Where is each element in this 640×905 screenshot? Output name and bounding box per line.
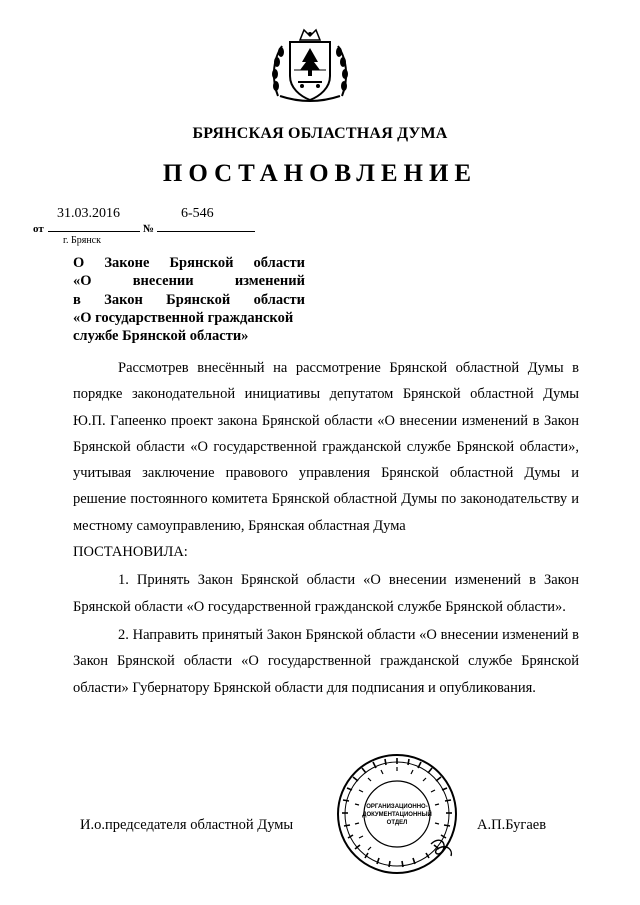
subject-line: службе Брянской области»: [73, 328, 249, 345]
date-underline: [48, 231, 140, 232]
svg-text:ОТДЕЛ: ОТДЕЛ: [386, 820, 408, 826]
subject-line: «О внесении изменений: [73, 273, 305, 290]
resolved-heading: ПОСТАНОВИЛА:: [73, 544, 188, 561]
document-body: [73, 355, 579, 701]
coat-of-arms-emblem: [268, 26, 352, 106]
signatory-title: И.о.председателя областной Думы: [80, 817, 294, 833]
resolution-item-1: 1. Принять Закон Брянской области «О внесении изменений в Закон Брянской области «О государственной гражданской службе Брянской области».: [73, 572, 579, 615]
svg-text:ДОКУМЕНТАЦИОННЫЙ: ДОКУМЕНТАЦИОННЫЙ: [362, 812, 432, 818]
document-subject: [73, 254, 305, 345]
number-underline: [157, 231, 255, 232]
document-date: 31.03.2016: [57, 206, 120, 221]
city-label: г. Брянск: [63, 235, 101, 246]
subject-line: О Законе Брянской области: [73, 255, 305, 271]
subject-line: «О государственной гражданской: [73, 309, 294, 326]
subject-line: в Закон Брянской области: [73, 291, 305, 308]
resolution-item-2: 2. Направить принятый Закон Брянской области «О внесении изменений в Закон Брянской области «О государственной гражданской службе Брянской области» Губернатору Брянской области для подписания и опубликования.: [73, 626, 579, 696]
official-stamp: [335, 752, 459, 876]
preamble-paragraph: Рассмотрев внесённый на рассмотрение Брянской областной Думы в порядке законодательной инициативы депутатом Брянской областной Думы Ю.П. Гапеенко проект закона Брянской области «О внесении изменений в Закон Брянской области «О государственной гражданской службе Брянской области», учитывая заключение правового управления Брянской областной Думы и решение постоянного комитета Брянской областной Думы по законодательству и местному самоуправлению, Брянская областная Дума: [73, 360, 579, 534]
organization-name: БРЯНСКАЯ ОБЛАСТНАЯ ДУМА: [192, 125, 448, 142]
document-title: ПОСТАНОВЛЕНИЕ: [162, 160, 478, 187]
number-label: №: [143, 223, 155, 235]
document-number: 6-546: [181, 206, 214, 221]
signatory-name: А.П.Бугаев: [477, 817, 547, 833]
date-label: от: [33, 223, 44, 235]
svg-text:ОРГАНИЗАЦИОННО-: ОРГАНИЗАЦИОННО-: [366, 804, 428, 810]
